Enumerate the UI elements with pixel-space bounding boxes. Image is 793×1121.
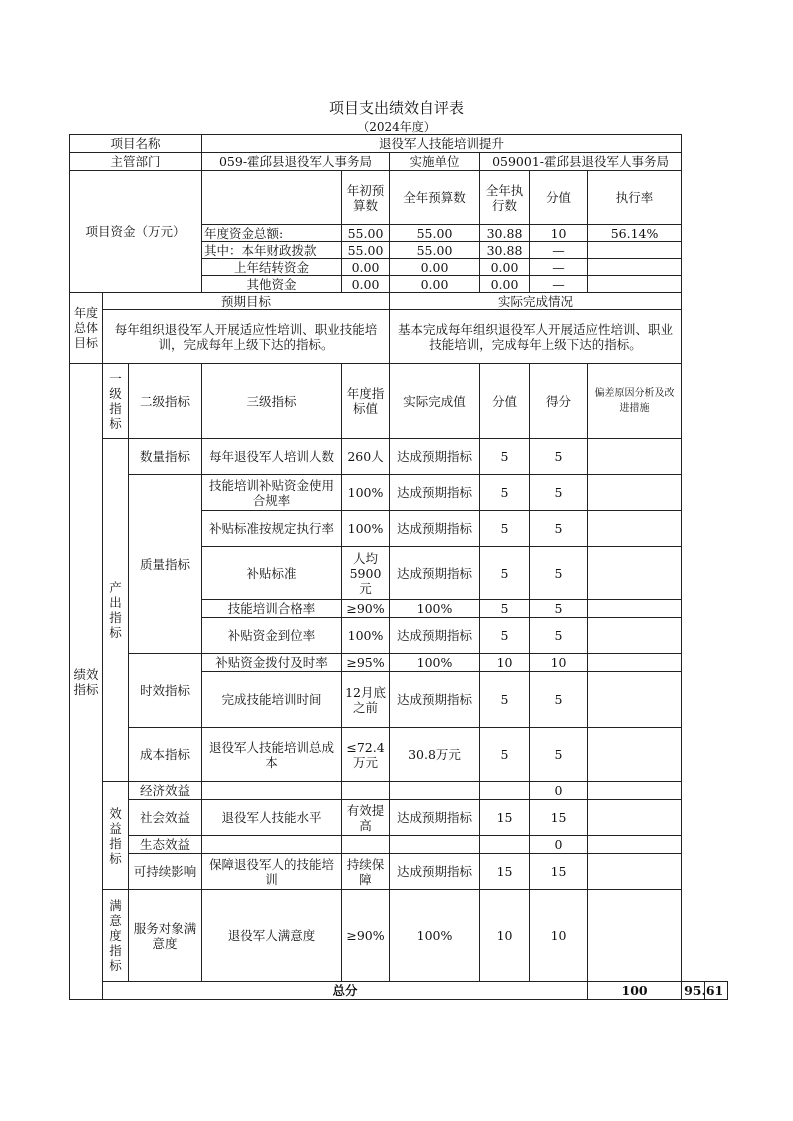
col-score: 分值: [480, 364, 530, 439]
score-value: 5: [480, 618, 530, 654]
fund-rate: 56.14%: [588, 225, 682, 242]
fund-initial: 0.00: [342, 276, 390, 293]
fund-name: 其他资金: [202, 276, 342, 293]
get-value: 5: [530, 600, 588, 618]
social-benefit-label: 社会效益: [129, 800, 202, 836]
col-level2: 二级指标: [129, 364, 202, 439]
l3-indicator: 完成技能培训时间: [202, 672, 342, 728]
self-evaluation-table: [69, 134, 728, 1000]
target-value: 100%: [342, 511, 390, 547]
total-label: 总分: [103, 982, 588, 1000]
score-value: 5: [480, 600, 530, 618]
reason-value: [588, 511, 682, 547]
l3-indicator: [202, 836, 342, 854]
l3-indicator: 退役军人满意度: [202, 890, 342, 982]
target-value: 人均5900元: [342, 547, 390, 600]
fund-name: 年度资金总额:: [202, 225, 342, 242]
total-score: 100: [588, 982, 682, 1000]
funds-header-blank: [202, 171, 342, 225]
indicator-row: [70, 854, 728, 890]
total-row: [70, 982, 728, 1000]
l3-indicator: 补贴标准按规定执行率: [202, 511, 342, 547]
score-value: 5: [480, 728, 530, 782]
get-value: 5: [530, 511, 588, 547]
funds-header-row: [70, 171, 728, 225]
l3-indicator: 补贴标准: [202, 547, 342, 600]
get-value: 15: [530, 854, 588, 890]
col-full-budget: 全年预算数: [390, 171, 480, 225]
reason-value: [588, 439, 682, 475]
quality-indicators-label: 质量指标: [129, 475, 202, 654]
fund-score: —: [530, 242, 588, 259]
indicator-row: [70, 475, 728, 511]
actual-value: 达成预期指标: [390, 547, 480, 600]
actual-value: 达成预期指标: [390, 854, 480, 890]
timeliness-indicators-label: 时效指标: [129, 654, 202, 728]
score-value: 5: [480, 511, 530, 547]
reason-value: [588, 654, 682, 672]
get-value: 10: [530, 654, 588, 672]
score-value: 10: [480, 890, 530, 982]
actual-goal-text: 基本完成每年组织退役军人开展适应性培训、职业技能培训，完成每年上级下达的指标。: [390, 310, 682, 364]
reason-value: [588, 728, 682, 782]
target-value: 260人: [342, 439, 390, 475]
l3-indicator: 退役军人技能水平: [202, 800, 342, 836]
get-value: 5: [530, 672, 588, 728]
fund-full: 0.00: [390, 276, 480, 293]
score-value: [480, 836, 530, 854]
actual-value: 达成预期指标: [390, 439, 480, 475]
indicator-row: [70, 728, 728, 782]
score-value: 15: [480, 800, 530, 836]
actual-value: 达成预期指标: [390, 475, 480, 511]
total-get: 95.61: [682, 982, 705, 1000]
fund-exec: 0.00: [480, 259, 530, 276]
reason-value: [588, 618, 682, 654]
indicator-row: [70, 782, 728, 800]
target-value: 100%: [342, 475, 390, 511]
score-value: 5: [480, 475, 530, 511]
sustainable-impact-label: 可持续影响: [129, 854, 202, 890]
col-score: 分值: [530, 171, 588, 225]
fund-score: 10: [530, 225, 588, 242]
impl-value: 059001-霍邱县退役军人事务局: [480, 153, 682, 171]
actual-value: [390, 836, 480, 854]
dept-value: 059-霍邱县退役军人事务局: [202, 153, 390, 171]
col-initial-budget: 年初预算数: [342, 171, 390, 225]
col-rate: 执行率: [588, 171, 682, 225]
actual-goal-label: 实际完成情况: [390, 293, 682, 310]
target-value: 有效提高: [342, 800, 390, 836]
get-value: 10: [530, 890, 588, 982]
indicator-row: [70, 890, 728, 982]
actual-value: 达成预期指标: [390, 800, 480, 836]
l3-indicator: 技能培训合格率: [202, 600, 342, 618]
l3-indicator: 补贴资金到位率: [202, 618, 342, 654]
score-value: 10: [480, 654, 530, 672]
target-value: 持续保障: [342, 854, 390, 890]
output-indicators-label: 产出指标: [103, 439, 129, 782]
page-title: 项目支出绩效自评表: [328, 99, 464, 117]
fund-rate: [588, 276, 682, 293]
col-target: 年度指标值: [342, 364, 390, 439]
l3-indicator: 保障退役军人的技能培训: [202, 854, 342, 890]
ecological-benefit-label: 生态效益: [129, 836, 202, 854]
goals-content-row: [70, 310, 728, 364]
actual-value: 达成预期指标: [390, 672, 480, 728]
fund-full: 0.00: [390, 259, 480, 276]
get-value: 0: [530, 782, 588, 800]
get-value: 5: [530, 728, 588, 782]
report-year: （2024年度）: [357, 120, 436, 134]
project-name-label: 项目名称: [70, 135, 202, 153]
fund-rate: [588, 259, 682, 276]
l3-indicator: 每年退役军人培训人数: [202, 439, 342, 475]
indicator-row: [70, 800, 728, 836]
fund-exec: 30.88: [480, 242, 530, 259]
l3-indicator: [202, 782, 342, 800]
quantity-indicators-label: 数量指标: [129, 439, 202, 475]
score-value: 5: [480, 439, 530, 475]
target-value: [342, 836, 390, 854]
fund-exec: 30.88: [480, 225, 530, 242]
score-value: 5: [480, 672, 530, 728]
actual-value: 30.8万元: [390, 728, 480, 782]
score-value: [480, 782, 530, 800]
actual-value: 100%: [390, 654, 480, 672]
target-value: ≥90%: [342, 890, 390, 982]
impl-label: 实施单位: [390, 153, 480, 171]
col-level1: 一级指标: [103, 364, 129, 439]
reason-value: [588, 475, 682, 511]
col-get: 得分: [530, 364, 588, 439]
l3-indicator: 退役军人技能培训总成本: [202, 728, 342, 782]
fund-name: 上年结转资金: [202, 259, 342, 276]
cost-indicators-label: 成本指标: [129, 728, 202, 782]
actual-value: 100%: [390, 890, 480, 982]
l3-indicator: 补贴资金拨付及时率: [202, 654, 342, 672]
economic-benefit-label: 经济效益: [129, 782, 202, 800]
actual-value: 达成预期指标: [390, 511, 480, 547]
fund-initial: 55.00: [342, 225, 390, 242]
department-row: [70, 153, 728, 171]
fund-initial: 55.00: [342, 242, 390, 259]
reason-value: [588, 600, 682, 618]
project-name-value: 退役军人技能培训提升: [202, 135, 682, 153]
get-value: 5: [530, 475, 588, 511]
project-name-row: [70, 135, 728, 153]
perf-label: 绩效指标: [70, 364, 103, 1000]
get-value: 15: [530, 800, 588, 836]
fund-score: —: [530, 276, 588, 293]
fund-rate: [588, 242, 682, 259]
effect-indicators-label: 效益指标: [103, 782, 129, 890]
fund-score: —: [530, 259, 588, 276]
reason-value: [588, 672, 682, 728]
reason-value: [588, 800, 682, 836]
target-value: [342, 782, 390, 800]
satisfaction-indicators-label: 满意度指标: [103, 890, 129, 982]
get-value: 5: [530, 618, 588, 654]
dept-label: 主管部门: [70, 153, 202, 171]
target-value: 12月底之前: [342, 672, 390, 728]
expected-goal-label: 预期目标: [103, 293, 390, 310]
col-execution: 全年执行数: [480, 171, 530, 225]
l3-indicator: 技能培训补贴资金使用合规率: [202, 475, 342, 511]
col-reason: 偏差原因分析及改进措施: [588, 364, 682, 439]
get-value: 5: [530, 547, 588, 600]
col-actual: 实际完成值: [390, 364, 480, 439]
actual-value: 100%: [390, 600, 480, 618]
reason-value: [588, 836, 682, 854]
target-value: ≥90%: [342, 600, 390, 618]
reason-value: [588, 547, 682, 600]
reason-value: [588, 854, 682, 890]
actual-value: 达成预期指标: [390, 618, 480, 654]
score-value: 5: [480, 547, 530, 600]
fund-initial: 0.00: [342, 259, 390, 276]
funds-label: 项目资金（万元）: [70, 171, 202, 293]
indicator-row: [70, 439, 728, 475]
goals-header-row: [70, 293, 728, 310]
target-value: ≤72.4万元: [342, 728, 390, 782]
indicator-row: [70, 836, 728, 854]
goals-label: 年度总体目标: [70, 293, 103, 364]
fund-exec: 0.00: [480, 276, 530, 293]
fund-full: 55.00: [390, 242, 480, 259]
target-value: 100%: [342, 618, 390, 654]
expected-goal-text: 每年组织退役军人开展适应性培训、职业技能培训，完成每年上级下达的指标。: [103, 310, 390, 364]
reason-value: [588, 890, 682, 982]
reason-value: [588, 782, 682, 800]
indicator-row: [70, 654, 728, 672]
fund-full: 55.00: [390, 225, 480, 242]
fund-name: 其中：本年财政拨款: [202, 242, 342, 259]
score-value: 15: [480, 854, 530, 890]
target-value: ≥95%: [342, 654, 390, 672]
get-value: 5: [530, 439, 588, 475]
col-level3: 三级指标: [202, 364, 342, 439]
service-satisfaction-label: 服务对象满意度: [129, 890, 202, 982]
get-value: 0: [530, 836, 588, 854]
perf-header-row: [70, 364, 728, 439]
actual-value: [390, 782, 480, 800]
